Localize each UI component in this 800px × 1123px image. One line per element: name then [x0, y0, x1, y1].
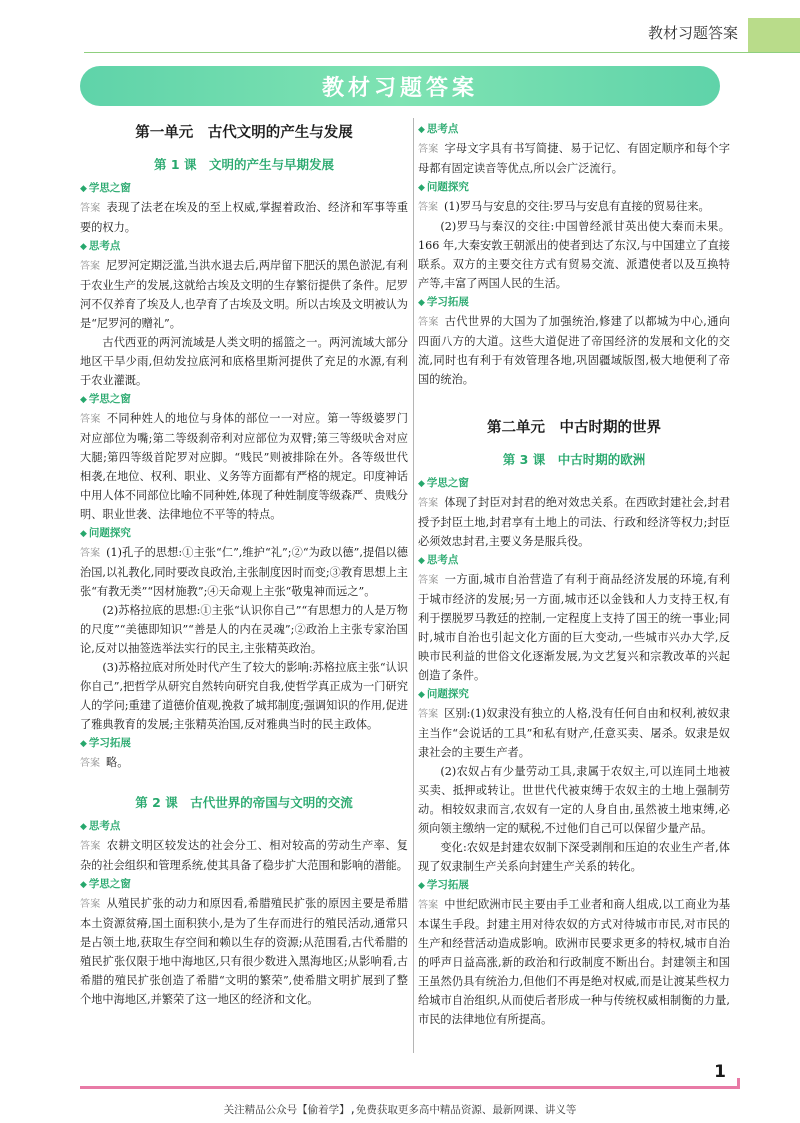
- section-label: 思考点: [426, 554, 459, 566]
- section-heading: [418, 552, 730, 570]
- lesson-title: 第 2 课 古代世界的帝国与文明的交流: [135, 795, 353, 810]
- section-heading: [80, 180, 408, 198]
- diamond-icon: ◆: [418, 298, 425, 308]
- answer-paragraph: [80, 753, 408, 773]
- answer-tag: 答案: [80, 261, 101, 272]
- answer-tag: 答案: [418, 144, 439, 155]
- answer-paragraph: [418, 570, 730, 685]
- section-label: 思考点: [426, 123, 459, 135]
- diamond-icon: ◆: [80, 242, 87, 252]
- diamond-icon: ◆: [418, 881, 425, 891]
- lesson-title: 第 3 课 中古时期的欧洲: [502, 452, 646, 467]
- unit-title: 第二单元 中古时期的世界: [487, 420, 661, 436]
- answer-text: 古代世界的大国为了加强统治,修建了以都城为中心,通向四面八方的大道。这些大道促进了帝国经济的发展和文化的交流,同时也有利于有效管理各地,巩固疆域版图,极大地便利了帝国的统治。: [418, 315, 731, 386]
- answer-paragraph: [80, 894, 408, 1009]
- answer-text: (1)罗马与安息的交往:罗马与安息有直接的贸易往来。: [444, 200, 710, 213]
- answer-paragraph: [80, 409, 408, 524]
- diamond-icon: ◆: [80, 822, 87, 832]
- section-label: 学思之窗: [426, 477, 469, 489]
- answer-tag: 答案: [418, 900, 439, 911]
- diamond-icon: ◆: [80, 739, 87, 749]
- answer-paragraph: (2)罗马与秦汉的交往:中国曾经派甘英出使大秦而未果。166 年,大秦安敦王朝派出的使者到达了东汉,与中国建立了直接联系。双方的主要交往方式有贸易交流、派遣使者以及互换特产等,丰富了两国人民的生活。: [418, 220, 730, 290]
- answer-tag: 答案: [80, 203, 101, 214]
- section-heading: [80, 525, 408, 543]
- right-column: [418, 120, 730, 1029]
- answer-text: 农耕文明区较发达的社会分工、相对较高的劳动生产率、复杂的社会组织和管理系统,使其具备了稳步扩大范围和影响的潜能。: [80, 839, 408, 872]
- section-label: 学思之窗: [88, 393, 131, 405]
- section-heading: [418, 179, 730, 197]
- answer-text: 从殖民扩张的动力和原因看,希腊殖民扩张的原因主要是希腊本土资源贫瘠,国土面积狭小,是为了生存而进行的殖民活动,通常只是占领土地,获取生存空间和赖以生存的资源;从范围看,古代希腊的殖民扩张仅限于地中海地区,只有很少数进入黑海地区;从影响看,古希腊的殖民扩张创造了希腊“文明的繁荣”,使希腊文明扩展到了整个地中海地区,并繁荣了这一地区的经济和文化。: [80, 897, 409, 1006]
- answer-text: 中世纪欧洲市民主要由手工业者和商人组成,以工商业为基本谋生手段。封建主用对待农奴的方式对待城市市民,对市民的生产和经营活动造成影响。欧洲市民要求更多的特权,城市自治的呼声日益高涨,新的政治和行政制度不断出台。封建领主和国王虽然仍具有统治力,但他们不再是绝对权威,而是让渡某些权力给城市自治组织,从而使后者形成一种与传统权威相制衡的力量,市民的法律地位有所提高。: [418, 898, 731, 1026]
- answer-paragraph: [418, 895, 730, 1029]
- answer-text: 不同种姓人的地位与身体的部位一一对应。第一等级婆罗门对应部位为嘴;第二等级刹帝利对应部位为双臂;第三等级吠舍对应大腿;第四等级首陀罗对应脚。“贱民”则被排除在外。各等级世代相袭,在地位、权利、职业、义务等方面都有严格的规定。印度神话中用人体不同部位比喻不同种姓,体现了种姓制度等级森严、贵贱分明、职业世袭、法律地位不平等的特点。: [80, 412, 408, 521]
- page-number: 1: [714, 1062, 726, 1082]
- answer-paragraph: [80, 836, 408, 875]
- answer-tag: 答案: [418, 709, 439, 720]
- section-label: 学习拓展: [426, 879, 469, 891]
- section-label: 学习拓展: [88, 737, 131, 749]
- answer-text: (1)孔子的思想:①主张“仁”,维护“礼”;②“为政以德”,提倡以德治国,以礼教化,同时要改良政治,主张制度因时而变;③教育思想上主张“有教无类”“因材施教”;④天命观上主张“敬鬼神而远之”。: [80, 546, 408, 598]
- section-heading: [80, 391, 408, 409]
- footer-rule: [80, 1086, 740, 1089]
- answer-tag: 答案: [80, 899, 101, 910]
- answer-tag: 答案: [80, 414, 101, 425]
- answer-paragraph: [418, 139, 730, 178]
- header-title: 教材习题答案: [647, 24, 738, 42]
- page-banner: 教材习题答案: [80, 66, 720, 106]
- answer-paragraph: (2)苏格拉底的思想:①主张“认识你自己”“有思想力的人是万物的尺度”“美德即知识”“善是人的内在灵魂”;②政治上主张专家治国论,反对以抽签选举法实行的民主,主张精英政治。: [80, 604, 408, 655]
- answer-paragraph: [80, 198, 408, 237]
- section-heading: [80, 238, 408, 256]
- answer-tag: 答案: [80, 841, 101, 852]
- diamond-icon: ◆: [418, 183, 425, 193]
- section-heading: [418, 475, 730, 493]
- section-heading: [80, 735, 408, 753]
- section-label: 问题探究: [426, 181, 469, 193]
- diamond-icon: ◆: [418, 556, 425, 566]
- answer-tag: 答案: [418, 202, 438, 213]
- answer-tag: 答案: [418, 575, 439, 586]
- answer-text: 表现了法老在埃及的至上权威,掌握着政治、经济和军事等重要的权力。: [80, 201, 409, 234]
- answer-text: 字母文字具有书写简捷、易于记忆、有固定顺序和每个字母都有固定读音等优点,所以会广泛流行。: [418, 142, 730, 175]
- section-label: 学思之窗: [88, 182, 131, 194]
- diamond-icon: ◆: [418, 690, 425, 700]
- lesson-title: 第 1 课 文明的产生与早期发展: [154, 157, 334, 172]
- footer-note: 关注精品公众号【偷着学】,免费获取更多高中精品资源、最新网课、讲义等: [223, 1104, 577, 1116]
- answer-tag: 答案: [80, 548, 101, 559]
- answer-paragraph: (2)农奴占有少量劳动工具,隶属于农奴主,可以连同土地被买卖、抵押或转让。世世代代被束缚于农奴主的土地上强制劳动。相较奴隶而言,农奴有一定的人身自由,虽然被土地束缚,必须向领主缴纳一定的赋税,不过他们自己可以保留少量产品。: [418, 765, 730, 835]
- section-label: 学习拓展: [426, 296, 469, 308]
- answer-tag: 答案: [418, 498, 439, 509]
- section-label: 学思之窗: [88, 878, 131, 890]
- answer-paragraph: [418, 197, 730, 217]
- answer-tag: 答案: [418, 317, 439, 328]
- answer-text: 区别:(1)奴隶没有独立的人格,没有任何自由和权利,被奴隶主当作“会说话的工具”和私有财产,任意买卖、屠杀。奴隶是奴隶社会的主要生产者。: [418, 707, 731, 759]
- unit-title: 第一单元 古代文明的产生与发展: [135, 125, 353, 141]
- answer-text: 一方面,城市自治营造了有利于商品经济发展的环境,有利于城市经济的发展;另一方面,城市还以金钱和人力支持王权,有利于摆脱罗马教廷的控制,一定程度上支持了国王的统一事业;同时,城市自治也引起文化方面的巨大变动,一些城市兴办大学,反映市民利益的世俗文化逐渐发展,为文艺复兴和宗教改革的兴起创造了条件。: [418, 573, 731, 682]
- section-heading: [80, 876, 408, 894]
- answer-paragraph: 变化:农奴是封建农奴制下深受剥削和压迫的农业生产者,体现了奴隶制生产关系向封建生产关系的转化。: [418, 841, 730, 873]
- column-divider: [413, 118, 414, 1053]
- section-heading: [418, 877, 730, 895]
- section-label: 思考点: [88, 240, 121, 252]
- answer-paragraph: [418, 704, 730, 762]
- section-label: 问题探究: [88, 527, 131, 539]
- diamond-icon: ◆: [418, 125, 425, 135]
- section-heading: [80, 818, 408, 836]
- header-rule: [84, 52, 800, 53]
- answer-text: 略。: [106, 756, 129, 769]
- header-tab-decoration: [748, 18, 800, 52]
- answer-paragraph: [80, 256, 408, 333]
- answer-paragraph: [418, 312, 730, 389]
- answer-text: 尼罗河定期泛滥,当洪水退去后,两岸留下肥沃的黑色淤泥,有利于农业生产的发展,这就给古埃及文明的生存繁衍提供了条件。尼罗河不仅养育了埃及人,也孕育了古埃及文明。所以古埃及文明被认为是“尼罗河的赠礼”。: [80, 259, 408, 330]
- diamond-icon: ◆: [418, 479, 425, 489]
- section-label: 问题探究: [426, 688, 469, 700]
- section-heading: [418, 121, 730, 139]
- diamond-icon: ◆: [80, 395, 87, 405]
- section-heading: [418, 686, 730, 704]
- diamond-icon: ◆: [80, 880, 87, 890]
- section-label: 思考点: [88, 820, 121, 832]
- answer-paragraph: (3)苏格拉底对所处时代产生了较大的影响:苏格拉底主张“认识你自己”,把哲学从研究自然转向研究自我,使哲学真正成为一门研究人的学问;重建了道德价值观,挽救了城邦制度;强调知识的作用,促进了雅典教育的发展;主张精英治国,反对雅典当时的民主政体。: [80, 661, 408, 731]
- answer-paragraph: [418, 493, 730, 551]
- diamond-icon: ◆: [80, 184, 87, 194]
- section-heading: [418, 294, 730, 312]
- answer-paragraph: [80, 543, 408, 601]
- answer-paragraph: 古代西亚的两河流域是人类文明的摇篮之一。两河流域大部分地区干旱少雨,但幼发拉底河和底格里斯河提供了充足的水源,有利于农业灌溉。: [80, 336, 408, 387]
- diamond-icon: ◆: [80, 529, 87, 539]
- answer-text: 体现了封臣对封君的绝对效忠关系。在西欧封建社会,封君授予封臣土地,封君享有土地上的司法、行政和经济等权力;封臣必须效忠封君,主要义务是服兵役。: [418, 496, 731, 548]
- answer-tag: 答案: [80, 758, 100, 769]
- left-column: [80, 120, 408, 1009]
